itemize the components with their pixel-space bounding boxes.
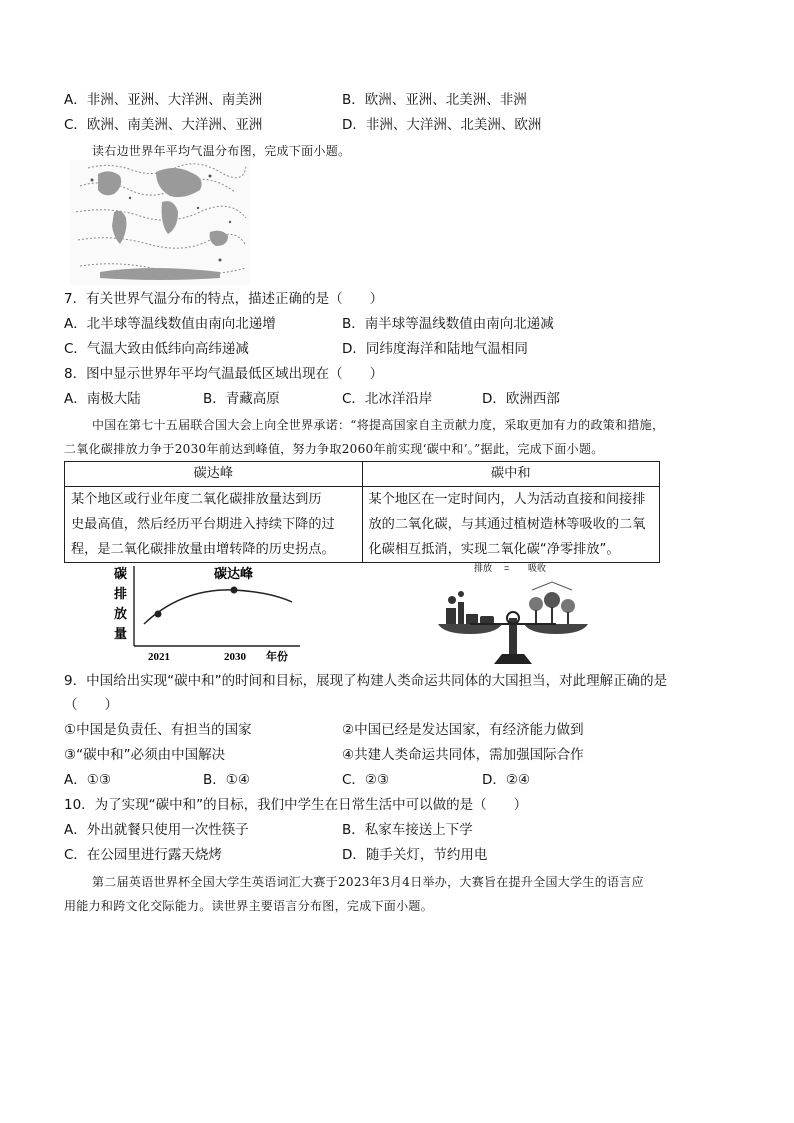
left-pan	[438, 624, 502, 634]
x-tick-2021: 2021	[148, 651, 170, 663]
q6-option-d: D．非洲、大洋洲、北美洲、欧洲	[342, 117, 542, 133]
point-2030-peak	[231, 587, 238, 594]
english-intro-line1: 第二届英语世界杯全国大学生英语词汇大赛于2023年3月4日举办，大赛旨在提升全国大学生的语言应	[92, 875, 644, 889]
carbon-peak-chart	[110, 562, 310, 664]
table-header-peak: 碳达峰	[65, 462, 363, 487]
q7-option-d: D．同纬度海洋和陆地气温相同	[342, 341, 528, 357]
q7-stem: 7．有关世界气温分布的特点，描述正确的是（ ）	[64, 291, 384, 307]
table-line: 放的二氧化碳，与其通过植树造林等吸收的二氧	[368, 517, 646, 532]
x-label: 年份	[266, 651, 288, 663]
table-line: 某个地区在一定时间内，人为活动直接和间接排	[368, 492, 646, 507]
q8-option-b: B．青藏高原	[203, 391, 280, 407]
world-temperature-map	[70, 160, 250, 285]
q7-option-b: B．南半球等温线数值由南向北递减	[342, 316, 554, 332]
table-line: 化碳相互抵消，实现二氧化碳“净零排放”。	[368, 542, 620, 557]
q6-option-b: B．欧洲、亚洲、北美洲、非洲	[342, 92, 527, 108]
balance-emit-label: 排放	[474, 563, 493, 573]
table-line: 程，是二氧化碳排放量由增转降的历史拐点。	[71, 542, 335, 557]
carbon-intro-line1: 中国在第七十五届联合国大会上向全世界承诺：“将提高国家自主贡献力度，采取更加有力的政策和措施，	[92, 418, 665, 432]
ylabel-char: 排	[114, 586, 128, 601]
point-2021	[155, 611, 162, 618]
carbon-balance-figure	[432, 560, 592, 666]
ylabel-char: 放	[114, 606, 128, 621]
q9-statement-4: ④共建人类命运共同体，需加强国际合作	[342, 747, 584, 763]
table-header-neutral: 碳中和	[362, 462, 660, 487]
balance-equals-label: =	[504, 563, 510, 573]
q8-option-d: D．欧洲西部	[482, 391, 560, 407]
emission-curve	[144, 590, 292, 624]
q6-option-a: A．非洲、亚洲、大洋洲、南美洲	[64, 92, 263, 108]
temperature-map-intro: 读右边世界年平均气温分布图，完成下面小题。	[92, 144, 351, 158]
carbon-definition-table	[64, 461, 660, 563]
emission-sources-icon	[446, 591, 494, 624]
right-pan	[524, 624, 588, 634]
q10-option-d: D．随手关灯，节约用电	[342, 847, 488, 863]
q9-option-a: A．①③	[64, 772, 111, 788]
q10-stem: 10．为了实现“碳中和”的目标，我们中学生在日常生活中可以做的是（ ）	[64, 797, 528, 813]
q9-option-d: D．②④	[482, 772, 531, 788]
q10-option-b: B．私家车接送上下学	[342, 822, 473, 838]
q8-stem: 8．图中显示世界年平均气温最低区域出现在（ ）	[64, 366, 384, 382]
ylabel-char: 碳	[114, 566, 128, 581]
ylabel-char: 量	[114, 626, 128, 641]
q9-option-b: B．①④	[203, 772, 250, 788]
q9-option-c: C．②③	[342, 772, 390, 788]
table-cell-peak	[65, 487, 363, 563]
peak-label: 碳达峰	[214, 566, 254, 581]
q9-statement-1: ①中国是负责任、有担当的国家	[64, 722, 252, 738]
q10-option-a: A．外出就餐只使用一次性筷子	[64, 822, 249, 838]
q6-option-c: C．欧洲、南美洲、大洋洲、亚洲	[64, 117, 263, 133]
q7-option-a: A．北半球等温线数值由南向北递增	[64, 316, 276, 332]
balance-absorb-label: 吸收	[528, 563, 547, 573]
x-tick-2030: 2030	[224, 651, 246, 663]
q9-statement-2: ②中国已经是发达国家，有经济能力做到	[342, 722, 584, 738]
table-line: 史最高值，然后经历平台期进入持续下降的过	[71, 517, 335, 532]
english-intro-line2: 用能力和跨文化交际能力。读世界主要语言分布图，完成下面小题。	[64, 899, 434, 913]
balance-base	[494, 654, 532, 664]
q9-stem: 9．中国给出实现“碳中和”的时间和目标，展现了构建人类命运共同体的大国担当，对此理解正确的是	[64, 673, 668, 689]
q8-option-c: C．北冰洋沿岸	[342, 391, 433, 407]
q8-option-a: A．南极大陆	[64, 391, 141, 407]
table-line: 某个地区或行业年度二氧化碳排放量达到历	[71, 492, 322, 507]
q7-option-c: C．气温大致由低纬向高纬递减	[64, 341, 249, 357]
trees-icon	[529, 582, 575, 624]
q9-answer-paren: （ ）	[64, 697, 118, 713]
carbon-intro-line2: 二氧化碳排放力争于2030年前达到峰值，努力争取2060年前实现‘碳中和’。”据此，完成下面小题。	[64, 442, 604, 456]
table-cell-neutral	[362, 487, 660, 563]
q10-option-c: C．在公园里进行露天烧烤	[64, 847, 222, 863]
q9-statement-3: ③“碳中和”必须由中国解决	[64, 747, 226, 763]
